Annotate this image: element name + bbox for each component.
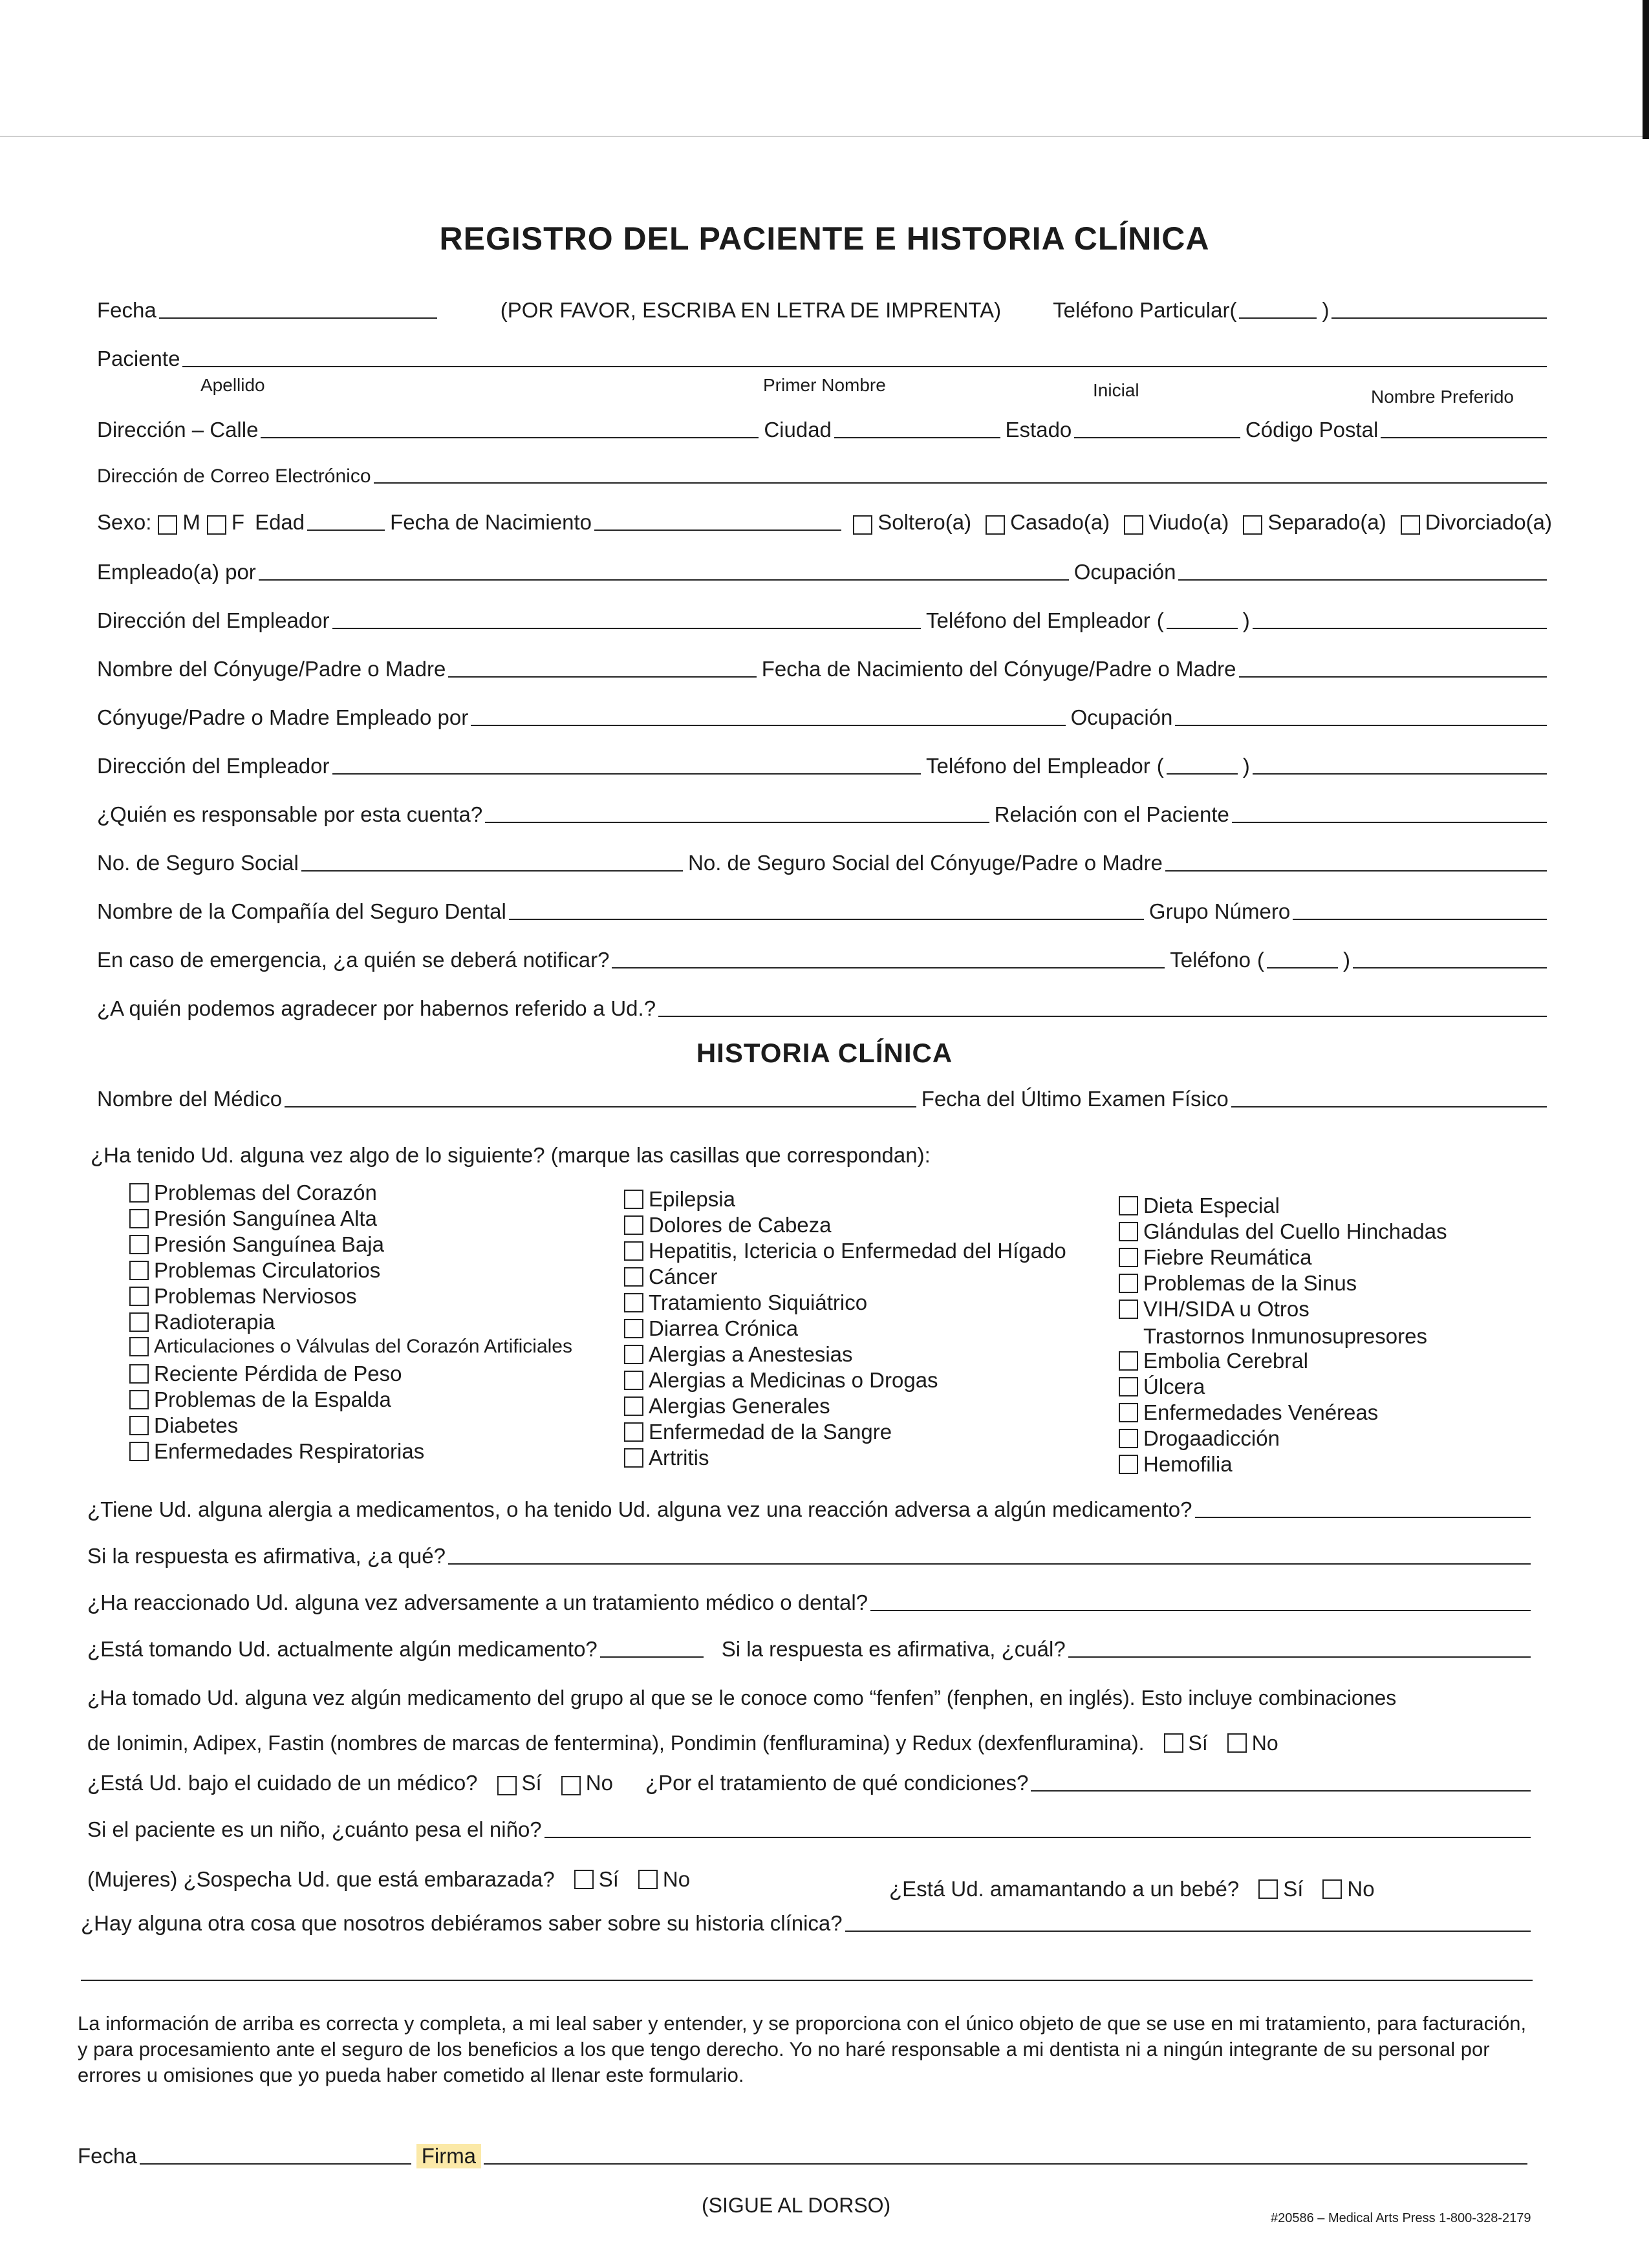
condition-item[interactable] [1119, 1195, 1280, 1216]
condition-label: Problemas de la Sinus [1143, 1271, 1357, 1295]
condition-item[interactable] [129, 1208, 377, 1229]
telefono-label: Teléfono [1170, 948, 1251, 972]
condition-label: Tratamiento Siquiátrico [649, 1290, 868, 1314]
condition-label: Problemas del Corazón [154, 1181, 377, 1204]
empleado-por-label: Empleado(a) por [97, 560, 256, 584]
fenfen-no-checkbox[interactable] [1227, 1733, 1247, 1753]
condition-checkbox[interactable] [129, 1312, 149, 1332]
declaration-text: La información de arriba es correcta y completa, a mi leal saber y entender, y se proporciona con el único objeto de que se use en mi tratamiento, para facturación, y para procesamiento ante el seguro de los beneficios a los que tengo derecho. Yo no haré responsable a mi dentista ni a ningún integrante de su personal por errores u omisiones que yo pueda haber cometido al llenar este formulario. [78, 2012, 1527, 2086]
ciudad-label: Ciudad [764, 418, 832, 442]
condition-label: Fiebre Reumática [1143, 1245, 1312, 1269]
divorciado-label: Divorciado(a) [1425, 510, 1552, 534]
correo-label: Dirección de Correo Electrónico [97, 465, 371, 487]
paren: ( [1156, 608, 1164, 632]
row-amamantando [889, 1878, 1375, 1899]
condition-item[interactable] [1119, 1298, 1310, 1320]
q-que-label: Si la respuesta es afirmativa, ¿a qué? [87, 1544, 446, 1568]
fecha-nac-conyuge-label: Fecha de Nacimiento del Cónyuge/Padre o Madre [761, 657, 1236, 681]
condition-checkbox[interactable] [129, 1235, 149, 1254]
fecha-label: Fecha [97, 298, 156, 322]
scan-margin [0, 0, 1649, 137]
casado-checkbox[interactable] [986, 515, 1005, 535]
condition-continuation: Trastornos Inmunosupresores [1143, 1324, 1427, 1348]
condition-checkbox[interactable] [624, 1422, 643, 1442]
no-label: No [662, 1867, 691, 1891]
condition-label: Diabetes [154, 1413, 239, 1437]
condition-label: Presión Sanguínea Baja [154, 1232, 384, 1256]
row-conyuge-direccion-empleador [97, 750, 1552, 778]
telefono-particular-field[interactable] [1331, 317, 1547, 319]
condition-label: Enfermedades Respiratorias [154, 1439, 425, 1463]
q-alergia-field[interactable] [1195, 1517, 1531, 1518]
condition-label: Cáncer [649, 1265, 718, 1289]
firma-label: Firma [416, 2144, 481, 2168]
condition-label: Radioterapia [154, 1310, 275, 1334]
row-responsable [97, 798, 1552, 827]
fecha-examen-label: Fecha del Último Examen Físico [921, 1087, 1229, 1111]
si-label: Sí [521, 1771, 542, 1795]
embarazada-no-checkbox[interactable] [638, 1870, 658, 1889]
si-label: Sí [1283, 1877, 1304, 1901]
paren: ) [1343, 948, 1350, 972]
row-referido [97, 992, 1552, 1021]
ciudad-field[interactable] [834, 437, 1000, 438]
condition-checkbox[interactable] [624, 1319, 643, 1338]
edad-field[interactable] [307, 530, 385, 531]
condition-label: Problemas Circulatorios [154, 1258, 381, 1282]
nombre-medico-field[interactable] [285, 1106, 916, 1107]
condition-label: Drogaadicción [1143, 1426, 1280, 1450]
condition-checkbox[interactable] [1119, 1300, 1138, 1319]
fecha-nac-conyuge-field[interactable] [1239, 676, 1547, 678]
paren: ( [1257, 948, 1264, 972]
q-condiciones-label: ¿Por el tratamiento de qué condiciones? [645, 1771, 1029, 1795]
referido-label: ¿A quién podemos agradecer por habernos referido a Ud.? [97, 996, 656, 1020]
conyuge-empleado-field[interactable] [471, 725, 1065, 726]
condition-item[interactable] [624, 1266, 717, 1287]
q-embarazada-label: (Mujeres) ¿Sospecha Ud. que está embarazada? [87, 1867, 555, 1891]
condition-checkbox[interactable] [129, 1442, 149, 1461]
condition-label: Embolia Cerebral [1143, 1349, 1308, 1373]
row-otra [81, 1907, 1536, 1936]
condition-item[interactable] [1119, 1428, 1280, 1449]
condition-checkbox[interactable] [129, 1287, 149, 1306]
direccion-empleador-label: Dirección del Empleador [97, 608, 330, 632]
condition-label: Dieta Especial [1143, 1193, 1280, 1217]
condition-item[interactable] [624, 1188, 735, 1210]
q-condiciones-field[interactable] [1031, 1790, 1531, 1792]
conyuge-telefono-empleador-field[interactable] [1253, 773, 1547, 775]
casado-label: Casado(a) [1010, 510, 1110, 534]
telefono-particular-label: Teléfono Particular [1053, 298, 1230, 322]
row-conyuge [97, 653, 1552, 681]
condition-checkbox[interactable] [129, 1337, 149, 1356]
conyuge-empleado-label: Cónyuge/Padre o Madre Empleado por [97, 705, 469, 729]
condition-checkbox[interactable] [129, 1183, 149, 1203]
paciente-label: Paciente [97, 347, 180, 370]
cuidado-no-checkbox[interactable] [561, 1776, 581, 1795]
responsable-label: ¿Quién es responsable por esta cuenta? [97, 802, 483, 826]
q-cuidado-label: ¿Está Ud. bajo el cuidado de un médico? [87, 1771, 478, 1795]
condition-label: Hepatitis, Ictericia o Enfermedad del Hígado [649, 1239, 1066, 1263]
condition-item[interactable] [624, 1369, 938, 1391]
ocupacion-label: Ocupación [1073, 560, 1176, 584]
relacion-label: Relación con el Paciente [994, 802, 1229, 826]
separado-checkbox[interactable] [1243, 515, 1262, 535]
q-alergia-label: ¿Tiene Ud. alguna alergia a medicamentos, o ha tenido Ud. alguna vez una reacción adversa a algún medicamento? [87, 1497, 1192, 1521]
row-embarazada [87, 1868, 690, 1890]
extra-line[interactable] [81, 1980, 1533, 1981]
sexo-m-checkbox[interactable] [158, 515, 177, 535]
condition-checkbox[interactable] [1119, 1455, 1138, 1474]
condition-label: Epilepsia [649, 1187, 735, 1211]
primer-nombre-caption: Primer Nombre [763, 375, 886, 395]
condition-item[interactable] [129, 1415, 238, 1436]
area-code-field[interactable] [1267, 967, 1338, 968]
estado-field[interactable] [1074, 437, 1240, 438]
condition-checkbox[interactable] [624, 1448, 643, 1468]
condition-label: Enfermedades Venéreas [1143, 1400, 1379, 1424]
condition-item[interactable] [1119, 1246, 1311, 1268]
separado-label: Separado(a) [1267, 510, 1386, 534]
ocupacion-field[interactable] [1178, 579, 1547, 581]
q-nino-label: Si el paciente es un niño, ¿cuánto pesa el niño? [87, 1817, 542, 1841]
condition-label: Reciente Pérdida de Peso [154, 1362, 402, 1385]
condition-label: Artritis [649, 1446, 709, 1470]
direccion-empleador-field[interactable] [332, 628, 921, 629]
divorciado-checkbox[interactable] [1401, 515, 1420, 535]
paren: ) [1242, 608, 1250, 632]
no-label: No [585, 1771, 613, 1795]
condition-item[interactable] [1119, 1402, 1378, 1423]
condition-item[interactable] [1119, 1221, 1447, 1242]
firma-fecha-field[interactable] [140, 2163, 411, 2165]
condition-label: Diarrea Crónica [649, 1316, 799, 1340]
sexo-label: Sexo: [97, 510, 152, 534]
seguro-social-label: No. de Seguro Social [97, 851, 299, 875]
si-label: Sí [598, 1867, 619, 1891]
condition-checkbox[interactable] [129, 1390, 149, 1409]
condition-item[interactable] [129, 1234, 384, 1255]
row-sexo [97, 506, 1552, 535]
paren: ( [1156, 754, 1164, 778]
condition-checkbox[interactable] [129, 1209, 149, 1228]
telefono-empleador-field[interactable] [1253, 628, 1547, 629]
condition-item[interactable] [624, 1421, 892, 1442]
area-code-field[interactable] [1167, 628, 1238, 629]
relacion-field[interactable] [1232, 822, 1547, 823]
soltero-checkbox[interactable] [853, 515, 872, 535]
q-otra-field[interactable] [845, 1931, 1531, 1932]
nombre-conyuge-field[interactable] [448, 676, 756, 678]
condition-item[interactable] [624, 1214, 832, 1236]
scan-edge [1643, 0, 1649, 139]
condition-item[interactable] [624, 1240, 1066, 1261]
fecha-nacimiento-field[interactable] [594, 530, 841, 531]
row-compania-seguro [97, 895, 1552, 924]
referido-field[interactable] [658, 1016, 1547, 1017]
condition-checkbox[interactable] [1119, 1403, 1138, 1422]
condition-item[interactable] [129, 1337, 572, 1356]
empleado-por-field[interactable] [259, 579, 1069, 581]
soltero-label: Soltero(a) [878, 510, 972, 534]
nombre-preferido-caption: Nombre Preferido [1371, 387, 1514, 407]
cuidado-si-checkbox[interactable] [497, 1776, 517, 1795]
condition-checkbox[interactable] [624, 1215, 643, 1235]
condition-checkbox[interactable] [624, 1190, 643, 1209]
amamantando-si-checkbox[interactable] [1258, 1879, 1278, 1899]
condition-item[interactable] [1119, 1272, 1357, 1294]
row-direccion-empleador [97, 604, 1552, 633]
row-alergia [87, 1493, 1536, 1522]
direccion-empleador-label: Dirección del Empleador [97, 754, 330, 778]
condition-label: Úlcera [1143, 1375, 1205, 1398]
row-nino [87, 1813, 1536, 1842]
condition-item[interactable] [129, 1182, 377, 1203]
firma-field[interactable] [484, 2163, 1527, 2165]
row-fecha [97, 294, 1552, 323]
q-otra-label: ¿Hay alguna otra cosa que nosotros debiéramos saber sobre su historia clínica? [81, 1911, 843, 1935]
condition-item[interactable] [624, 1318, 798, 1339]
condition-checkbox[interactable] [624, 1396, 643, 1416]
history-title: HISTORIA CLÍNICA [696, 1038, 953, 1068]
paren: ( [1229, 298, 1237, 322]
viudo-label: Viudo(a) [1148, 510, 1229, 534]
condition-checkbox[interactable] [624, 1371, 643, 1390]
q-que-field[interactable] [448, 1563, 1531, 1565]
condition-checkbox[interactable] [1119, 1274, 1138, 1293]
area-code-field[interactable] [1239, 317, 1317, 319]
form-number: #20586 – Medical Arts Press 1-800-328-2179 [1271, 2211, 1531, 2225]
condition-item[interactable] [129, 1311, 275, 1332]
condition-label: Alergias Generales [649, 1394, 830, 1418]
grupo-numero-field[interactable] [1293, 919, 1547, 920]
apellido-caption: Apellido [200, 375, 265, 395]
condition-checkbox[interactable] [1119, 1377, 1138, 1396]
emergencia-telefono-field[interactable] [1353, 967, 1547, 968]
checklist-question: ¿Ha tenido Ud. alguna vez algo de lo siguiente? (marque las casillas que correspondan): [91, 1143, 931, 1167]
q-tomando-label: ¿Está tomando Ud. actualmente algún medicamento? [87, 1637, 598, 1661]
embarazada-si-checkbox[interactable] [574, 1870, 594, 1889]
nombre-medico-label: Nombre del Médico [97, 1087, 283, 1111]
correo-field[interactable] [374, 482, 1547, 484]
row-cuidado [87, 1767, 1536, 1795]
condition-label: Glándulas del Cuello Hinchadas [1143, 1219, 1447, 1243]
si-label: Sí [1188, 1731, 1208, 1755]
conyuge-direccion-empleador-field[interactable] [332, 773, 921, 775]
nombre-conyuge-label: Nombre del Cónyuge/Padre o Madre [97, 657, 446, 681]
condition-item[interactable] [129, 1440, 424, 1462]
condition-item[interactable] [129, 1389, 391, 1410]
condition-label: Alergias a Medicinas o Drogas [649, 1368, 938, 1392]
condition-checkbox[interactable] [129, 1364, 149, 1384]
sexo-f-checkbox[interactable] [207, 515, 226, 535]
compania-seguro-field[interactable] [509, 919, 1144, 920]
q-reaccion-field[interactable] [870, 1610, 1531, 1611]
row-que [87, 1540, 1536, 1568]
q-reaccion-label: ¿Ha reaccionado Ud. alguna vez adversamente a un tratamiento médico o dental? [87, 1590, 868, 1614]
q-amamantando-label: ¿Está Ud. amamantando a un bebé? [889, 1877, 1240, 1901]
condition-checkbox[interactable] [1119, 1248, 1138, 1267]
condition-item[interactable] [624, 1395, 830, 1417]
fecha-nacimiento-label: Fecha de Nacimiento [390, 510, 592, 534]
paren: ) [1322, 298, 1330, 322]
direccion-label: Dirección – Calle [97, 418, 259, 442]
condition-item[interactable] [1119, 1376, 1205, 1397]
row-medico [97, 1083, 1552, 1111]
amamantando-no-checkbox[interactable] [1322, 1879, 1342, 1899]
condition-item[interactable] [1119, 1350, 1308, 1371]
viudo-checkbox[interactable] [1124, 515, 1143, 535]
row-firma [78, 2140, 1533, 2168]
firma-fecha-label: Fecha [78, 2144, 137, 2168]
condition-item[interactable] [1119, 1453, 1233, 1475]
responsable-field[interactable] [485, 822, 989, 823]
q-fenfen-line1: ¿Ha tomado Ud. alguna vez algún medicamento del grupo al que se le conoce como “fenfen” (fenphen, en inglés). Esto incluye combinaciones [87, 1686, 1397, 1709]
condition-label: Alergias a Anestesias [649, 1342, 853, 1366]
condition-item[interactable] [624, 1343, 853, 1365]
edad-label: Edad [255, 510, 305, 534]
q-nino-field[interactable] [544, 1837, 1531, 1838]
condition-checkbox[interactable] [129, 1416, 149, 1435]
seguro-social-conyuge-field[interactable] [1165, 870, 1547, 872]
codigo-postal-field[interactable] [1381, 437, 1547, 438]
no-label: No [1347, 1877, 1375, 1901]
instructions: (POR FAVOR, ESCRIBA EN LETRA DE IMPRENTA) [500, 298, 1002, 322]
condition-item[interactable] [129, 1363, 402, 1384]
fenfen-si-checkbox[interactable] [1164, 1733, 1183, 1753]
telefono-empleador-label: Teléfono del Empleador [926, 754, 1150, 778]
q-fenfen-line2: de Ionimin, Adipex, Fastin (nombres de marcas de fentermina), Pondimin (fenfluramina) y Redux (dexfenfluramina). [87, 1731, 1145, 1755]
condition-item[interactable] [624, 1447, 709, 1468]
row-correo [97, 459, 1552, 487]
condition-checkbox[interactable] [624, 1267, 643, 1287]
condition-checkbox[interactable] [624, 1293, 643, 1312]
form-page [0, 136, 1649, 2268]
condition-checkbox[interactable] [129, 1261, 149, 1280]
conyuge-ocupacion-field[interactable] [1175, 725, 1547, 726]
sexo-f-label: F [231, 510, 245, 534]
paren: ) [1242, 754, 1250, 778]
paciente-field[interactable] [182, 366, 1547, 367]
condition-item[interactable] [624, 1292, 867, 1313]
row-empleado [97, 556, 1552, 584]
row-seguro-social [97, 847, 1552, 875]
condition-label: Problemas Nerviosos [154, 1284, 357, 1308]
codigo-postal-label: Código Postal [1245, 418, 1379, 442]
condition-label: Problemas de la Espalda [154, 1387, 391, 1411]
condition-checkbox[interactable] [1119, 1196, 1138, 1215]
telefono-empleador-label: Teléfono del Empleador [926, 608, 1150, 632]
condition-label: Presión Sanguínea Alta [154, 1206, 377, 1230]
q-cual-label: Si la respuesta es afirmativa, ¿cuál? [721, 1637, 1066, 1661]
no-label: No [1251, 1731, 1278, 1755]
sigue-al-dorso: (SIGUE AL DORSO) [702, 2194, 891, 2217]
condition-label: Articulaciones o Válvulas del Corazón Artificiales [154, 1336, 572, 1357]
condition-label: Enfermedad de la Sangre [649, 1420, 892, 1444]
grupo-numero-label: Grupo Número [1148, 899, 1291, 923]
row-paciente [97, 343, 1552, 371]
sexo-m-label: M [182, 510, 200, 534]
seguro-social-conyuge-label: No. de Seguro Social del Cónyuge/Padre o Madre [688, 851, 1163, 875]
emergencia-label: En caso de emergencia, ¿a quién se deberá notificar? [97, 948, 610, 972]
row-emergencia [97, 944, 1552, 972]
q-cual-field[interactable] [1068, 1656, 1531, 1658]
condition-checkbox[interactable] [624, 1345, 643, 1364]
fecha-examen-field[interactable] [1231, 1106, 1547, 1107]
condition-checkbox[interactable] [1119, 1429, 1138, 1448]
condition-checkbox[interactable] [1119, 1222, 1138, 1241]
condition-checkbox[interactable] [624, 1241, 643, 1261]
compania-seguro-label: Nombre de la Compañía del Seguro Dental [97, 899, 506, 923]
condition-label: VIH/SIDA u Otros [1143, 1297, 1310, 1321]
row-conyuge-empleado [97, 701, 1552, 730]
condition-item[interactable] [129, 1285, 357, 1307]
ocupacion-label: Ocupación [1070, 705, 1173, 729]
inicial-caption: Inicial [1093, 380, 1139, 400]
condition-item[interactable] [129, 1259, 380, 1281]
q-tomando-field[interactable] [600, 1656, 704, 1658]
fecha-field[interactable] [159, 317, 437, 319]
seguro-social-field[interactable] [301, 870, 683, 872]
row-reaccion [87, 1587, 1536, 1615]
condition-checkbox[interactable] [1119, 1351, 1138, 1371]
condition-label: Hemofilia [1143, 1452, 1233, 1476]
row-tomando [87, 1633, 1536, 1662]
area-code-field[interactable] [1167, 773, 1238, 775]
estado-label: Estado [1005, 418, 1072, 442]
row-fenfen [87, 1733, 1278, 1753]
form-title: REGISTRO DEL PACIENTE E HISTORIA CLÍNICA [439, 220, 1210, 257]
row-direccion [97, 414, 1552, 442]
condition-label: Dolores de Cabeza [649, 1213, 832, 1237]
emergencia-field[interactable] [612, 967, 1165, 968]
calle-field[interactable] [261, 437, 759, 438]
